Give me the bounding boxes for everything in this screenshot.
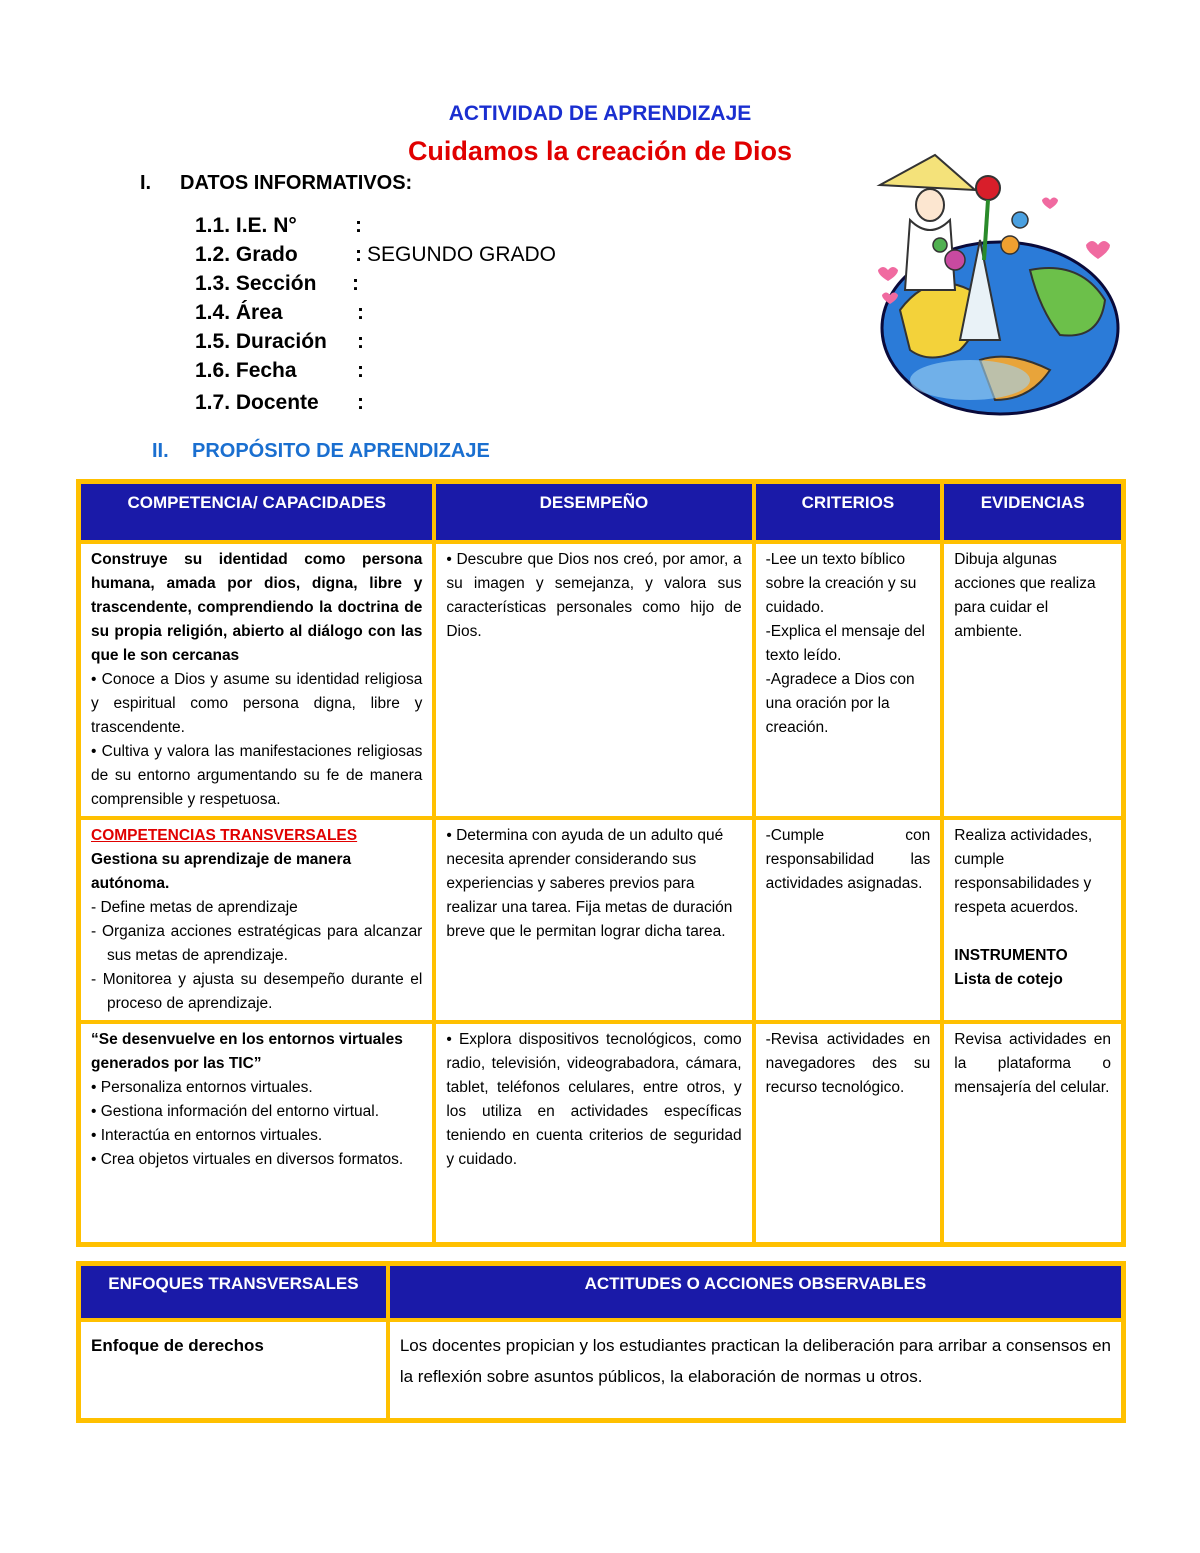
criteria-cell	[754, 818, 943, 1022]
document-subtitle: Cuidamos la creación de Dios	[407, 136, 793, 166]
capacity-item: • Cultiva y valora las manifestaciones religiosas de su entorno argumentando su fe de manera comprensible y respetuosa.	[91, 743, 423, 808]
criteria-item: -Explica el mensaje del texto leído.	[765, 623, 925, 664]
section-title: PROPÓSITO DE APRENDIZAJE	[192, 440, 490, 462]
evidence-text: Dibuja algunas acciones que realiza para cuidar el ambiente.	[954, 551, 1096, 640]
evidence-text: Realiza actividades, cumple responsabilidades y respeta acuerdos.	[954, 827, 1093, 916]
criteria-cell	[754, 542, 943, 818]
evidence-cell	[942, 818, 1123, 1022]
approach-actions: Los docentes propician y los estudiantes practican la deliberación para arribar a consensos en la reflexión sobre asuntos públicos, la elaboración de normas u otros.	[388, 1320, 1123, 1420]
performance-cell	[434, 818, 753, 1022]
evidence-text: Revisa actividades en la plataforma o mensajería del celular.	[954, 1031, 1111, 1096]
info-row-area	[195, 301, 364, 325]
criteria-item: -Agradece a Dios con una oración por la creación.	[765, 671, 915, 736]
performance-text: • Determina con ayuda de un adulto qué necesita aprender considerando sus experiencias y saberes previos para realizar una tarea. Fija metas de duración breve que le permitan lograr dicha tarea.	[446, 827, 733, 940]
table-header-row	[79, 482, 1123, 542]
info-colon: :	[355, 243, 362, 266]
criteria-item: -Lee un texto bíblico sobre la creación y su cuidado.	[765, 551, 917, 616]
document-title: ACTIVIDAD DE APRENDIZAJE	[448, 102, 752, 125]
evidence-cell	[942, 1022, 1123, 1244]
section-number: II.	[152, 440, 169, 462]
instrument-value: Lista de cotejo	[954, 971, 1063, 988]
criteria-item: -Revisa actividades en navegadores des su recurso tecnológico.	[765, 1031, 931, 1096]
info-row-docente	[195, 391, 364, 415]
info-label: 1.4. Área	[195, 301, 283, 324]
info-row-fecha	[195, 359, 364, 383]
criteria-item: -Cumple con responsabilidad las actividades asignadas.	[765, 827, 931, 892]
header-actitudes: ACTITUDES O ACCIONES OBSERVABLES	[388, 1264, 1123, 1320]
section-title: DATOS INFORMATIVOS:	[180, 172, 413, 194]
approach-table	[76, 1261, 1126, 1423]
criteria-cell	[754, 1022, 943, 1244]
instrument-label: INSTRUMENTO	[954, 947, 1068, 964]
competence-cell	[79, 1022, 434, 1244]
section-number: I.	[140, 172, 152, 194]
table-row	[79, 818, 1123, 1022]
info-colon: :	[352, 272, 359, 295]
capacity-item: - Define metas de aprendizaje	[91, 899, 298, 916]
capacity-item: • Crea objetos virtuales en diversos formatos.	[91, 1151, 404, 1168]
table-row	[79, 1022, 1123, 1244]
table-row	[79, 1320, 1123, 1420]
performance-cell	[434, 1022, 753, 1244]
info-label: 1.2. Grado	[195, 243, 298, 266]
info-label: 1.7. Docente	[195, 391, 319, 414]
info-colon: :	[357, 391, 364, 414]
capacity-item: • Personaliza entornos virtuales.	[91, 1079, 313, 1096]
competence-title: Construye su identidad como persona humana, amada por dios, digna, libre y trascendente, comprendiendo la doctrina de su propia religión, abierto al diálogo con las que le son cercanas	[91, 551, 423, 664]
capacity-list	[91, 896, 422, 1016]
capacity-item: - Organiza acciones estratégicas para alcanzar sus metas de aprendizaje.	[91, 923, 423, 964]
table-row	[79, 542, 1123, 818]
info-row-duracion	[195, 330, 364, 354]
performance-cell	[434, 542, 753, 818]
purpose-table	[76, 479, 1126, 1247]
competence-title: Gestiona su aprendizaje de manera autónoma.	[91, 851, 352, 892]
info-row-ie	[195, 214, 362, 238]
section-heading-proposito	[152, 440, 490, 463]
info-colon: :	[355, 214, 362, 237]
transversal-label: COMPETENCIAS TRANSVERSALES	[91, 827, 358, 844]
info-row-grado	[195, 243, 557, 267]
capacity-item: - Monitorea y ajusta su desempeño durante el proceso de aprendizaje.	[91, 971, 423, 1012]
info-row-seccion	[195, 272, 359, 296]
competence-title: “Se desenvuelve en los entornos virtuales generados por las TIC”	[91, 1031, 403, 1072]
earth-creation-illustration	[860, 150, 1130, 420]
info-colon: :	[357, 330, 364, 353]
competence-cell	[79, 542, 434, 818]
info-label: 1.5. Duración	[195, 330, 327, 353]
header-desempeno: DESEMPEÑO	[434, 482, 753, 542]
section-heading-datos	[140, 172, 412, 195]
header-criterios: CRITERIOS	[754, 482, 943, 542]
header-evidencias: EVIDENCIAS	[942, 482, 1123, 542]
performance-text: • Descubre que Dios nos creó, por amor, a su imagen y semejanza, y valora sus características personales como hijo de Dios.	[446, 551, 742, 640]
competence-cell	[79, 818, 434, 1022]
info-colon: :	[357, 359, 364, 382]
info-colon: :	[357, 301, 364, 324]
capacity-item: • Conoce a Dios y asume su identidad religiosa y espiritual como persona digna, libre y trascendente.	[91, 671, 423, 736]
info-label: 1.3. Sección	[195, 272, 317, 295]
header-competencia: COMPETENCIA/ CAPACIDADES	[79, 482, 434, 542]
info-label: 1.1. I.E. N°	[195, 214, 297, 237]
info-value: SEGUNDO GRADO	[367, 243, 557, 266]
header-enfoques: ENFOQUES TRANSVERSALES	[79, 1264, 388, 1320]
performance-text: • Explora dispositivos tecnológicos, como radio, televisión, videograbadora, cámara, tablet, teléfonos celulares, entre otros, y los utiliza en actividades específicas teniendo en cuenta criterios de seguridad y cuidado.	[446, 1031, 742, 1168]
info-label: 1.6. Fecha	[195, 359, 297, 382]
table-header-row	[79, 1264, 1123, 1320]
capacity-item: • Gestiona información del entorno virtual.	[91, 1103, 380, 1120]
evidence-cell	[942, 542, 1123, 818]
approach-name: Enfoque de derechos	[79, 1320, 388, 1420]
capacity-item: • Interactúa en entornos virtuales.	[91, 1127, 323, 1144]
